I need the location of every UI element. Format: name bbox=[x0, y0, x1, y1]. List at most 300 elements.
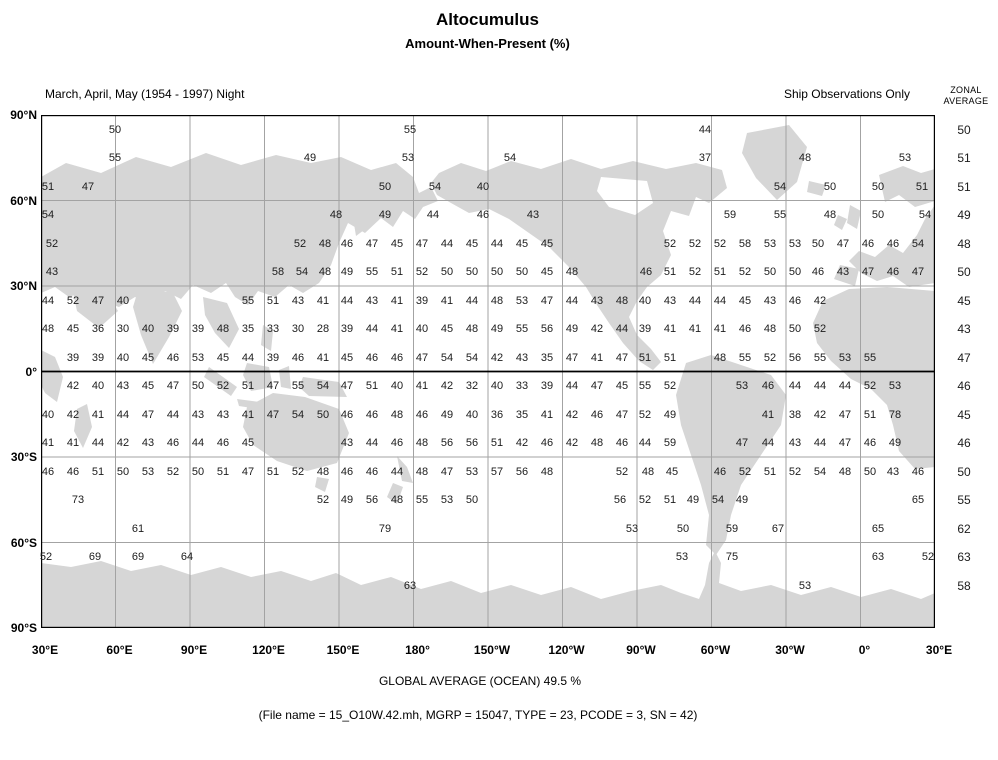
cell-value: 47 bbox=[911, 266, 925, 278]
cell-value: 52 bbox=[663, 380, 677, 392]
cell-value: 47 bbox=[861, 266, 875, 278]
cell-value: 53 bbox=[838, 352, 852, 364]
cell-value: 65 bbox=[911, 494, 925, 506]
cell-value: 45 bbox=[515, 238, 529, 250]
cell-value: 46 bbox=[291, 352, 305, 364]
cell-value: 48 bbox=[798, 152, 812, 164]
cell-value: 47 bbox=[836, 238, 850, 250]
cell-value: 47 bbox=[365, 238, 379, 250]
cell-value: 45 bbox=[615, 380, 629, 392]
cell-value: 41 bbox=[761, 409, 775, 421]
cell-value: 30 bbox=[291, 323, 305, 335]
cell-value: 49 bbox=[340, 266, 354, 278]
cell-value: 56 bbox=[613, 494, 627, 506]
cell-value: 44 bbox=[41, 295, 55, 307]
cell-value: 49 bbox=[340, 494, 354, 506]
cell-value: 45 bbox=[390, 238, 404, 250]
cell-value: 33 bbox=[515, 380, 529, 392]
cell-value: 51 bbox=[241, 380, 255, 392]
cell-value: 47 bbox=[340, 380, 354, 392]
cell-value: 56 bbox=[540, 323, 554, 335]
x-axis-tick-label: 120°W bbox=[548, 643, 585, 657]
cell-value: 42 bbox=[813, 295, 827, 307]
cell-value: 69 bbox=[88, 551, 102, 563]
cell-value: 43 bbox=[886, 466, 900, 478]
cell-value: 52 bbox=[66, 295, 80, 307]
cell-value: 52 bbox=[216, 380, 230, 392]
cell-value: 47 bbox=[91, 295, 105, 307]
cell-value: 64 bbox=[180, 551, 194, 563]
cell-value: 48 bbox=[540, 466, 554, 478]
land-eurasia bbox=[41, 153, 438, 307]
cell-value: 46 bbox=[340, 409, 354, 421]
cell-value: 40 bbox=[490, 380, 504, 392]
cell-value: 42 bbox=[66, 409, 80, 421]
cell-value: 50 bbox=[823, 181, 837, 193]
cell-value: 47 bbox=[540, 295, 554, 307]
cell-value: 56 bbox=[788, 352, 802, 364]
cell-value: 52 bbox=[638, 409, 652, 421]
file-info-label: (File name = 15_O10W.42.mh, MGRP = 15047, TYPE = 23, PCODE = 3, SN = 42) bbox=[258, 708, 698, 722]
land-europe bbox=[849, 205, 935, 287]
y-axis-tick-label: 60°S bbox=[10, 535, 37, 550]
cell-value: 53 bbox=[763, 238, 777, 250]
y-axis-tick-label: 90°N bbox=[10, 108, 37, 122]
cell-value: 54 bbox=[503, 152, 517, 164]
land-north-america bbox=[428, 159, 727, 370]
cell-value: 55 bbox=[365, 266, 379, 278]
cell-value: 59 bbox=[725, 523, 739, 535]
cell-value: 41 bbox=[415, 380, 429, 392]
cell-value: 49 bbox=[378, 209, 392, 221]
cell-value: 46 bbox=[340, 466, 354, 478]
zonal-average-value: 58 bbox=[957, 579, 971, 593]
cell-value: 73 bbox=[71, 494, 85, 506]
cell-value: 53 bbox=[625, 523, 639, 535]
cell-value: 58 bbox=[738, 238, 752, 250]
cell-value: 51 bbox=[266, 466, 280, 478]
zonal-average-value: 43 bbox=[957, 322, 971, 336]
x-axis-tick-label: 30°E bbox=[925, 643, 953, 657]
cell-value: 42 bbox=[565, 437, 579, 449]
cell-value: 44 bbox=[365, 323, 379, 335]
zonal-average-value: 47 bbox=[957, 351, 971, 365]
cell-value: 46 bbox=[861, 238, 875, 250]
zonal-average-value: 55 bbox=[957, 493, 971, 507]
cell-value: 39 bbox=[91, 352, 105, 364]
cell-value: 47 bbox=[141, 409, 155, 421]
cell-value: 52 bbox=[813, 323, 827, 335]
cell-value: 44 bbox=[191, 437, 205, 449]
x-axis-tick-label: 30°E bbox=[31, 643, 59, 657]
x-axis-tick-label: 90°W bbox=[626, 643, 656, 657]
cell-value: 51 bbox=[91, 466, 105, 478]
cell-value: 53 bbox=[440, 494, 454, 506]
cell-value: 48 bbox=[318, 238, 332, 250]
cell-value: 44 bbox=[813, 380, 827, 392]
cell-value: 53 bbox=[465, 466, 479, 478]
cell-value: 48 bbox=[316, 466, 330, 478]
cell-value: 41 bbox=[688, 323, 702, 335]
zonal-average-value: 62 bbox=[957, 522, 971, 536]
cell-value: 46 bbox=[390, 437, 404, 449]
cell-value: 40 bbox=[415, 323, 429, 335]
cell-value: 43 bbox=[365, 295, 379, 307]
cell-value: 50 bbox=[763, 266, 777, 278]
cell-value: 50 bbox=[108, 124, 122, 136]
cell-value: 54 bbox=[813, 466, 827, 478]
cell-value: 55 bbox=[813, 352, 827, 364]
cell-value: 46 bbox=[365, 466, 379, 478]
cell-value: 42 bbox=[490, 352, 504, 364]
cell-value: 44 bbox=[440, 238, 454, 250]
world-map bbox=[41, 115, 935, 628]
cell-value: 39 bbox=[415, 295, 429, 307]
cell-value: 39 bbox=[638, 323, 652, 335]
cell-value: 43 bbox=[663, 295, 677, 307]
cell-value: 55 bbox=[291, 380, 305, 392]
cell-value: 54 bbox=[465, 352, 479, 364]
cell-value: 45 bbox=[141, 380, 155, 392]
zonal-average-value: 49 bbox=[957, 208, 971, 222]
cell-value: 42 bbox=[590, 323, 604, 335]
land-india bbox=[133, 287, 182, 364]
cell-value: 52 bbox=[738, 466, 752, 478]
cell-value: 63 bbox=[403, 580, 417, 592]
land-new-zealand-north bbox=[397, 456, 413, 483]
land-africa bbox=[813, 287, 935, 469]
cell-value: 40 bbox=[465, 409, 479, 421]
cell-value: 52 bbox=[663, 238, 677, 250]
land-east-africa bbox=[41, 350, 63, 402]
cell-value: 55 bbox=[863, 352, 877, 364]
cell-value: 46 bbox=[811, 266, 825, 278]
cell-value: 40 bbox=[41, 409, 55, 421]
land-sulawesi bbox=[279, 366, 291, 389]
cell-value: 58 bbox=[271, 266, 285, 278]
cell-value: 52 bbox=[788, 466, 802, 478]
cell-value: 36 bbox=[91, 323, 105, 335]
cell-value: 51 bbox=[663, 266, 677, 278]
cell-value: 49 bbox=[686, 494, 700, 506]
cell-value: 43 bbox=[836, 266, 850, 278]
cell-value: 39 bbox=[266, 352, 280, 364]
land-tasmania bbox=[315, 477, 329, 492]
cell-value: 35 bbox=[241, 323, 255, 335]
cell-value: 53 bbox=[515, 295, 529, 307]
zonal-average-value: 50 bbox=[957, 265, 971, 279]
cell-value: 45 bbox=[216, 352, 230, 364]
cell-value: 51 bbox=[663, 352, 677, 364]
cell-value: 48 bbox=[641, 466, 655, 478]
cell-value: 56 bbox=[465, 437, 479, 449]
cell-value: 49 bbox=[663, 409, 677, 421]
cell-value: 48 bbox=[465, 323, 479, 335]
cell-value: 54 bbox=[911, 238, 925, 250]
cell-value: 47 bbox=[615, 409, 629, 421]
zonal-average-value: 48 bbox=[957, 237, 971, 251]
cell-value: 54 bbox=[773, 181, 787, 193]
cell-value: 50 bbox=[316, 409, 330, 421]
cell-value: 42 bbox=[813, 409, 827, 421]
cell-value: 53 bbox=[888, 380, 902, 392]
cell-value: 45 bbox=[440, 323, 454, 335]
cell-value: 52 bbox=[863, 380, 877, 392]
cell-value: 51 bbox=[863, 409, 877, 421]
cell-value: 52 bbox=[415, 266, 429, 278]
cell-value: 51 bbox=[763, 466, 777, 478]
cell-value: 41 bbox=[713, 323, 727, 335]
cell-value: 41 bbox=[241, 409, 255, 421]
cell-value: 52 bbox=[291, 466, 305, 478]
zonal-average-value: 46 bbox=[957, 436, 971, 450]
cell-value: 44 bbox=[688, 295, 702, 307]
cell-value: 55 bbox=[773, 209, 787, 221]
x-axis-tick-label: 90°E bbox=[180, 643, 208, 657]
cell-value: 69 bbox=[131, 551, 145, 563]
cell-value: 44 bbox=[565, 295, 579, 307]
cell-value: 55 bbox=[515, 323, 529, 335]
cell-value: 41 bbox=[91, 409, 105, 421]
cell-value: 48 bbox=[390, 409, 404, 421]
cell-value: 44 bbox=[490, 238, 504, 250]
world-map-svg bbox=[41, 115, 935, 628]
cell-value: 50 bbox=[788, 323, 802, 335]
cell-value: 54 bbox=[316, 380, 330, 392]
global-average-label: GLOBAL AVERAGE (OCEAN) 49.5 % bbox=[378, 674, 582, 688]
land-new-zealand-south bbox=[387, 483, 403, 504]
cell-value: 55 bbox=[108, 152, 122, 164]
cell-value: 46 bbox=[415, 409, 429, 421]
cell-value: 46 bbox=[713, 466, 727, 478]
land-iberia bbox=[834, 265, 859, 286]
cell-value: 46 bbox=[886, 238, 900, 250]
cell-value: 46 bbox=[615, 437, 629, 449]
cell-value: 43 bbox=[526, 209, 540, 221]
cell-value: 43 bbox=[291, 295, 305, 307]
cell-value: 52 bbox=[713, 238, 727, 250]
y-axis-tick-label: 30°S bbox=[10, 450, 37, 464]
cell-value: 65 bbox=[871, 523, 885, 535]
cell-value: 39 bbox=[340, 323, 354, 335]
cell-value: 48 bbox=[763, 323, 777, 335]
cell-value: 46 bbox=[390, 352, 404, 364]
cell-value: 49 bbox=[303, 152, 317, 164]
cell-value: 53 bbox=[675, 551, 689, 563]
cell-value: 39 bbox=[540, 380, 554, 392]
cell-value: 44 bbox=[116, 409, 130, 421]
cell-value: 44 bbox=[761, 437, 775, 449]
cell-value: 40 bbox=[91, 380, 105, 392]
cell-value: 50 bbox=[515, 266, 529, 278]
land-new-guinea bbox=[299, 377, 347, 397]
cell-value: 52 bbox=[763, 352, 777, 364]
cell-value: 43 bbox=[590, 295, 604, 307]
cell-value: 63 bbox=[871, 551, 885, 563]
cell-value: 48 bbox=[415, 466, 429, 478]
cell-value: 44 bbox=[465, 295, 479, 307]
cell-value: 56 bbox=[515, 466, 529, 478]
cell-value: 46 bbox=[590, 409, 604, 421]
cell-value: 50 bbox=[788, 266, 802, 278]
cell-value: 37 bbox=[698, 152, 712, 164]
cell-value: 40 bbox=[141, 323, 155, 335]
cell-value: 41 bbox=[663, 323, 677, 335]
cell-value: 55 bbox=[403, 124, 417, 136]
cell-value: 47 bbox=[838, 437, 852, 449]
cell-value: 46 bbox=[365, 352, 379, 364]
x-axis-tick-label: 150°E bbox=[326, 643, 360, 657]
cell-value: 47 bbox=[266, 380, 280, 392]
cell-value: 51 bbox=[41, 181, 55, 193]
cell-value: 41 bbox=[316, 352, 330, 364]
cell-value: 46 bbox=[788, 295, 802, 307]
cell-value: 46 bbox=[738, 323, 752, 335]
x-axis-tick-label: 180° bbox=[405, 643, 430, 657]
cell-value: 47 bbox=[415, 238, 429, 250]
cell-value: 54 bbox=[291, 409, 305, 421]
cell-value: 49 bbox=[565, 323, 579, 335]
cell-value: 33 bbox=[266, 323, 280, 335]
cell-value: 48 bbox=[565, 266, 579, 278]
cell-value: 54 bbox=[428, 181, 442, 193]
cell-value: 28 bbox=[316, 323, 330, 335]
cell-value: 51 bbox=[713, 266, 727, 278]
cell-value: 44 bbox=[166, 409, 180, 421]
cell-value: 51 bbox=[266, 295, 280, 307]
cell-value: 45 bbox=[540, 266, 554, 278]
cell-value: 46 bbox=[476, 209, 490, 221]
cell-value: 51 bbox=[490, 437, 504, 449]
cell-value: 44 bbox=[698, 124, 712, 136]
cell-value: 53 bbox=[898, 152, 912, 164]
cell-value: 40 bbox=[116, 352, 130, 364]
cell-value: 41 bbox=[390, 295, 404, 307]
land-indochina bbox=[203, 297, 239, 348]
x-axis-tick-label: 150°W bbox=[473, 643, 511, 657]
cell-value: 39 bbox=[191, 323, 205, 335]
cell-value: 53 bbox=[141, 466, 155, 478]
cell-value: 57 bbox=[490, 466, 504, 478]
cell-value: 51 bbox=[663, 494, 677, 506]
cell-value: 48 bbox=[838, 466, 852, 478]
cell-value: 53 bbox=[735, 380, 749, 392]
cell-value: 48 bbox=[329, 209, 343, 221]
cell-value: 52 bbox=[39, 551, 53, 563]
cell-value: 41 bbox=[66, 437, 80, 449]
cell-value: 48 bbox=[590, 437, 604, 449]
cell-value: 43 bbox=[340, 437, 354, 449]
cell-value: 47 bbox=[415, 352, 429, 364]
cell-value: 46 bbox=[365, 409, 379, 421]
cell-value: 44 bbox=[713, 295, 727, 307]
cell-value: 50 bbox=[863, 466, 877, 478]
cell-value: 47 bbox=[166, 380, 180, 392]
cell-value: 50 bbox=[465, 494, 479, 506]
cell-value: 48 bbox=[216, 323, 230, 335]
land-south-america bbox=[676, 355, 786, 555]
cell-value: 46 bbox=[340, 238, 354, 250]
x-axis-tick-label: 0° bbox=[858, 643, 871, 657]
cell-value: 43 bbox=[191, 409, 205, 421]
cell-value: 35 bbox=[515, 409, 529, 421]
cell-value: 61 bbox=[131, 523, 145, 535]
cell-value: 44 bbox=[426, 209, 440, 221]
cell-value: 32 bbox=[465, 380, 479, 392]
cell-value: 42 bbox=[515, 437, 529, 449]
cell-value: 54 bbox=[711, 494, 725, 506]
zonal-average-value: 51 bbox=[957, 180, 971, 194]
cell-value: 78 bbox=[888, 409, 902, 421]
cell-value: 46 bbox=[639, 266, 653, 278]
cell-value: 43 bbox=[216, 409, 230, 421]
cell-value: 49 bbox=[888, 437, 902, 449]
cell-value: 42 bbox=[116, 437, 130, 449]
ship-observations-label: Ship Observations Only bbox=[783, 87, 910, 101]
cell-value: 46 bbox=[911, 466, 925, 478]
land-philippines bbox=[261, 325, 273, 351]
cell-value: 50 bbox=[465, 266, 479, 278]
cell-value: 50 bbox=[871, 181, 885, 193]
x-axis-tick-label: 30°W bbox=[775, 643, 805, 657]
cell-value: 41 bbox=[590, 352, 604, 364]
cell-value: 39 bbox=[66, 352, 80, 364]
zonal-average-value: 50 bbox=[957, 465, 971, 479]
cell-value: 55 bbox=[738, 352, 752, 364]
cell-value: 67 bbox=[771, 523, 785, 535]
cell-value: 75 bbox=[725, 551, 739, 563]
cell-value: 52 bbox=[615, 466, 629, 478]
y-axis-tick-label: 60°N bbox=[10, 193, 37, 208]
cell-value: 48 bbox=[390, 494, 404, 506]
cell-value: 45 bbox=[540, 238, 554, 250]
cell-value: 50 bbox=[440, 266, 454, 278]
cell-value: 48 bbox=[490, 295, 504, 307]
cell-value: 79 bbox=[378, 523, 392, 535]
cell-value: 39 bbox=[166, 323, 180, 335]
cell-value: 45 bbox=[241, 437, 255, 449]
cell-value: 56 bbox=[365, 494, 379, 506]
cell-value: 50 bbox=[191, 380, 205, 392]
cell-value: 41 bbox=[41, 437, 55, 449]
cell-value: 44 bbox=[615, 323, 629, 335]
cell-value: 52 bbox=[921, 551, 935, 563]
cell-value: 45 bbox=[66, 323, 80, 335]
cell-value: 55 bbox=[241, 295, 255, 307]
cell-value: 56 bbox=[440, 437, 454, 449]
cell-value: 46 bbox=[41, 466, 55, 478]
land-uk bbox=[847, 205, 861, 229]
cell-value: 42 bbox=[66, 380, 80, 392]
zonal-average-header-line1: ZONAL bbox=[950, 85, 982, 95]
cell-value: 52 bbox=[688, 266, 702, 278]
cell-value: 41 bbox=[390, 323, 404, 335]
x-axis-tick-label: 60°W bbox=[700, 643, 731, 657]
cell-value: 46 bbox=[863, 437, 877, 449]
cell-value: 43 bbox=[116, 380, 130, 392]
cell-value: 55 bbox=[638, 380, 652, 392]
land-borneo bbox=[243, 363, 273, 391]
cell-value: 50 bbox=[191, 466, 205, 478]
cell-value: 51 bbox=[216, 466, 230, 478]
cell-value: 49 bbox=[735, 494, 749, 506]
zonal-average-header bbox=[934, 85, 998, 107]
land-iceland bbox=[807, 181, 826, 196]
cell-value: 46 bbox=[886, 266, 900, 278]
cell-value: 35 bbox=[540, 352, 554, 364]
zonal-average-value: 45 bbox=[957, 408, 971, 422]
cell-value: 41 bbox=[316, 295, 330, 307]
